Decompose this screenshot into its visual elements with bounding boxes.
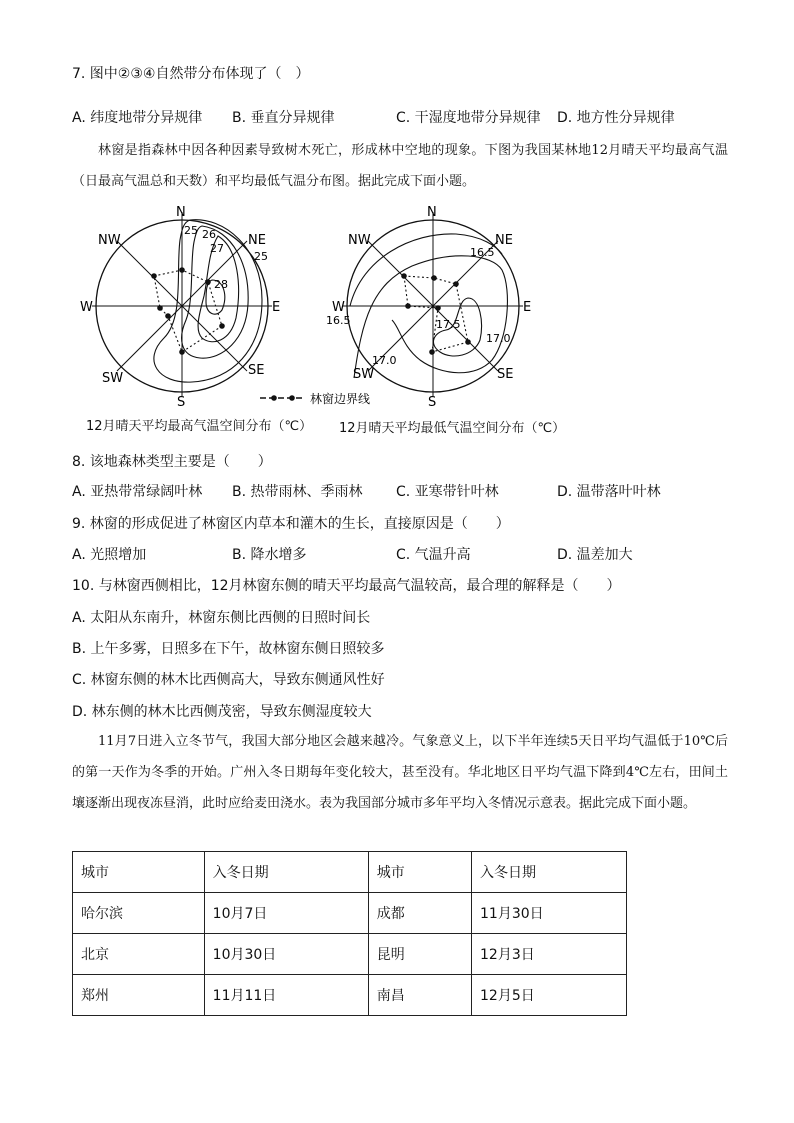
right-dir-se: SE	[497, 367, 514, 382]
q10-option-a[interactable]: A. 太阳从东南升，林窗东侧比西侧的日照时间长	[72, 610, 371, 626]
q10-option-b[interactable]: B. 上午多雾，日照多在下午，故林窗东侧日照较多	[72, 641, 385, 657]
q9-stem: 9. 林窗的形成促进了林窗区内草本和灌木的生长，直接原因是（ ）	[72, 516, 510, 532]
q7-option-a[interactable]: A. 纬度地带分异规律	[72, 110, 203, 126]
q10-option-d[interactable]: D. 林东侧的林木比西侧茂密，导致东侧湿度较大	[72, 704, 372, 720]
q9-option-a[interactable]: A. 光照增加	[72, 547, 147, 563]
q7-stem: 7. 图中②③④自然带分布体现了（ ）	[72, 66, 310, 82]
forest-gap-temperature-figure	[72, 200, 592, 440]
left-isotherm-28: 28	[214, 278, 228, 291]
table-cell: 昆明	[368, 934, 471, 975]
table-cell: 10月7日	[204, 893, 368, 934]
table-cell: 北京	[73, 934, 205, 975]
right-dir-e: E	[523, 300, 532, 315]
table-cell: 哈尔滨	[73, 893, 205, 934]
left-isotherm-25: 25	[184, 224, 198, 237]
q10-option-c[interactable]: C. 林窗东侧的林木比西侧高大，导致东侧通风性好	[72, 672, 385, 688]
left-isotherm-25b: 25	[254, 250, 268, 263]
left-dir-sw: SW	[102, 371, 124, 386]
left-dir-w: W	[80, 300, 93, 315]
right-isotherm-17-0-sw: 17.0	[372, 354, 397, 367]
table-header: 城市	[73, 852, 205, 893]
caption-left: 12月晴天平均最高气温空间分布（℃）	[86, 419, 313, 434]
q8-option-a[interactable]: A. 亚热带常绿阔叶林	[72, 484, 203, 500]
forest-gap-legend	[260, 391, 370, 406]
left-dir-n: N	[176, 205, 186, 220]
table-header: 城市	[368, 852, 471, 893]
table-header: 入冬日期	[472, 852, 627, 893]
table-cell: 12月3日	[472, 934, 627, 975]
table-row	[73, 975, 627, 1016]
q10-stem: 10. 与林窗西侧相比，12月林窗东侧的晴天平均最高气温较高，最合理的解释是（ ）	[72, 578, 621, 594]
left-dir-nw: NW	[98, 233, 121, 248]
right-isotherm-17-5: 17.5	[436, 318, 461, 331]
left-dir-se: SE	[248, 363, 265, 378]
table-cell: 10月30日	[204, 934, 368, 975]
left-isotherm-26: 26	[202, 228, 216, 241]
right-dir-nw: NW	[348, 233, 371, 248]
right-isotherm-16-5-w: 16.5	[326, 314, 351, 327]
q8-stem: 8. 该地森林类型主要是（ ）	[72, 454, 272, 470]
q9-option-c[interactable]: C. 气温升高	[396, 547, 471, 563]
q8-option-b[interactable]: B. 热带雨林、季雨林	[232, 484, 363, 500]
table-cell: 11月30日	[472, 893, 627, 934]
q7-option-b[interactable]: B. 垂直分异规律	[232, 110, 335, 126]
table-cell: 郑州	[73, 975, 205, 1016]
intro-paragraph-forest-gap: 林窗是指森林中因各种因素导致树木死亡，形成林中空地的现象。下图为我国某林地12月晴天平均最高气温（日最高气温总和天数）和平均最低气温分布图。据此完成下面小题。	[72, 143, 728, 189]
left-dir-s: S	[177, 395, 186, 410]
table-row	[73, 934, 627, 975]
right-dir-ne: NE	[495, 233, 513, 248]
legend-label: 林窗边界线	[310, 392, 371, 406]
table-row	[73, 893, 627, 934]
table-cell: 南昌	[368, 975, 471, 1016]
q8-option-d[interactable]: D. 温带落叶叶林	[557, 484, 661, 500]
right-isotherm-17-0-se: 17.0	[486, 332, 511, 345]
right-dir-w: W	[332, 300, 345, 315]
q9-option-d[interactable]: D. 温差加大	[557, 547, 633, 563]
left-isotherm-27: 27	[210, 242, 224, 255]
table-cell: 11月11日	[204, 975, 368, 1016]
right-dir-s: S	[428, 395, 437, 410]
table-cell: 成都	[368, 893, 471, 934]
table-header-row	[73, 852, 627, 893]
q8-option-c[interactable]: C. 亚寒带针叶林	[396, 484, 499, 500]
right-dir-n: N	[427, 205, 437, 220]
left-compass-diagram	[80, 205, 280, 410]
table-cell: 12月5日	[472, 975, 627, 1016]
q9-option-b[interactable]: B. 降水增多	[232, 547, 307, 563]
right-dir-sw: SW	[353, 367, 375, 382]
left-dir-ne: NE	[248, 233, 266, 248]
intro-paragraph-winter: 11月7日进入立冬节气，我国大部分地区会越来越冷。气象意义上，以下半年连续5天日平均气温低于10℃后的第一天作为冬季的开始。广州入冬日期每年变化较大，甚至没有。华北地区日平均气温下降到4℃左右，田间土壤逐渐出现夜冻昼消，此时应给麦田浇水。表为我国部分城市多年平均入冬情况示意表。据此完成下面小题。	[72, 734, 728, 811]
winter-onset-table	[72, 851, 627, 1016]
left-dir-e: E	[272, 300, 281, 315]
q7-option-d[interactable]: D. 地方性分异规律	[557, 110, 675, 126]
table-header: 入冬日期	[204, 852, 368, 893]
q7-option-c[interactable]: C. 干湿度地带分异规律	[396, 110, 541, 126]
right-isotherm-16-5-ne: 16.5	[470, 246, 495, 259]
caption-right: 12月晴天平均最低气温空间分布（℃）	[339, 421, 566, 436]
right-compass-diagram	[326, 205, 531, 410]
